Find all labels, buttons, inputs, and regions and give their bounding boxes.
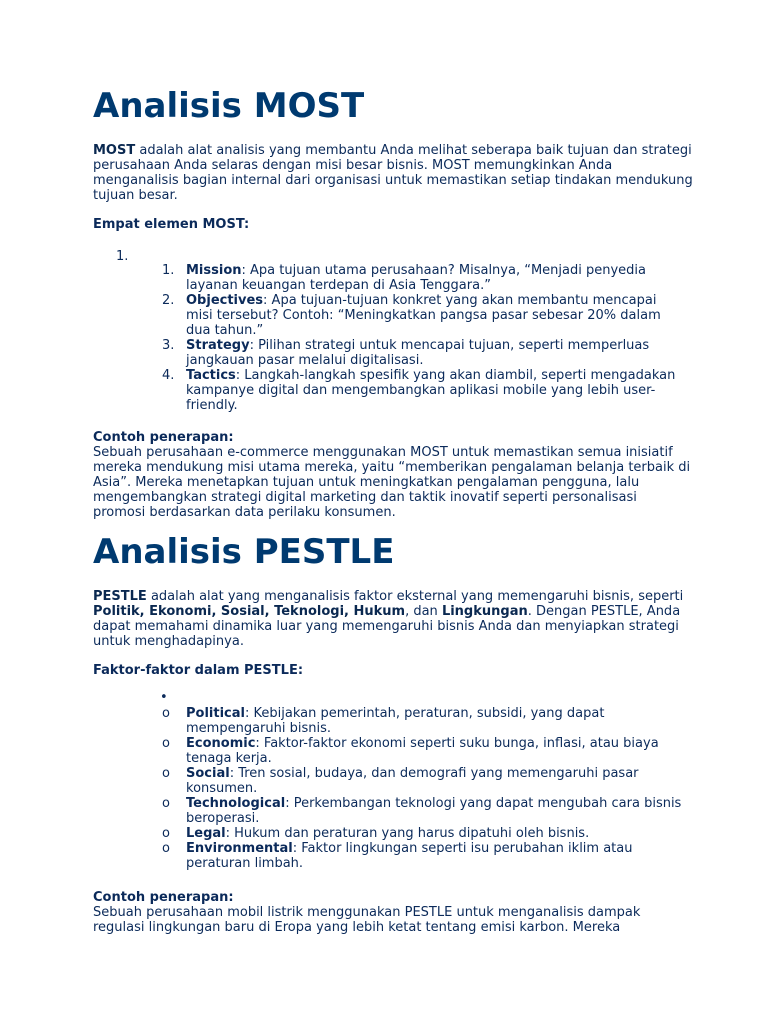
most-intro-text: adalah alat analisis yang membantu Anda melihat seberapa baik tujuan dan strategi perusahaan Anda selaras dengan misi besar bisnis. MOST memungkinkan Anda menganalisis bagian internal dari organisasi untuk memastikan setiap tindakan mendukung tujuan besar.	[93, 143, 693, 203]
most-intro-paragraph	[93, 143, 693, 203]
most-outer-list-marker: 1.	[116, 249, 129, 264]
pestle-factors-heading: Faktor-faktor dalam PESTLE:	[93, 663, 304, 678]
pestle-intro-text-b: , dan	[405, 604, 442, 619]
most-elements-heading: Empat elemen MOST:	[93, 217, 250, 232]
list-marker: 2.	[162, 293, 175, 308]
list-item-term: Social	[186, 766, 230, 781]
list-item	[162, 841, 686, 871]
list-item-text: : Tren sosial, budaya, dan demografi yang memengaruhi pasar konsumen.	[186, 766, 639, 796]
pestle-intro-term: PESTLE	[93, 589, 147, 604]
pestle-intro-text-a: adalah alat yang menganalisis faktor eksternal yang memengaruhi bisnis, seperti	[146, 589, 684, 604]
list-item-text: : Apa tujuan-tujuan konkret yang akan membantu mencapai misi tersebut? Contoh: “Meningkatkan pangsa pasar sebesar 20% dalam dua tahun.”	[186, 293, 661, 338]
list-item-text: : Pilihan strategi untuk mencapai tujuan, seperti memperluas jangkauan pasar melalui digitalisasi.	[186, 338, 650, 368]
pestle-intro-paragraph	[93, 589, 693, 649]
list-item-term: Objectives	[186, 293, 264, 308]
list-item	[162, 796, 686, 826]
list-marker: o	[162, 796, 170, 811]
most-example-paragraph: Sebuah perusahaan e-commerce menggunakan MOST untuk memastikan semua inisiatif mereka mendukung misi utama mereka, yaitu “memberikan pengalaman belanja terbaik di Asia”. Mereka menetapkan tujuan untuk meningkatkan pengalaman pengguna, lalu mengembangkan strategi digital marketing dan taktik inovatif seperti personalisasi promosi berdasarkan data perilaku konsumen.	[93, 445, 691, 520]
list-item	[162, 263, 686, 293]
list-item-text: : Hukum dan peraturan yang harus dipatuhi oleh bisnis.	[225, 826, 590, 841]
list-item-term: Environmental	[186, 841, 293, 856]
list-marker: 4.	[162, 368, 175, 383]
list-marker: o	[162, 826, 170, 841]
list-item	[162, 766, 686, 796]
list-item	[162, 826, 686, 841]
list-item-text: : Apa tujuan utama perusahaan? Misalnya, “Menjadi penyedia layanan keuangan terdepan di Asia Tenggara.”	[186, 263, 646, 293]
list-item-term: Technological	[186, 796, 286, 811]
list-item-term: Mission	[186, 263, 242, 278]
list-item	[162, 293, 686, 338]
pestle-intro-environment: Lingkungan	[441, 604, 528, 619]
list-item-term: Economic	[186, 736, 256, 751]
list-item-term: Tactics	[186, 368, 236, 383]
list-item	[162, 706, 686, 736]
list-item-text: : Kebijakan pemerintah, peraturan, subsidi, yang dapat mempengaruhi bisnis.	[186, 706, 605, 736]
list-item	[162, 736, 686, 766]
pestle-title: Analisis PESTLE	[93, 532, 395, 572]
list-marker: 3.	[162, 338, 175, 353]
list-item-term: Strategy	[186, 338, 250, 353]
list-item-term: Political	[186, 706, 245, 721]
list-marker: o	[162, 706, 170, 721]
pestle-intro-factors: Politik, Ekonomi, Sosial, Teknologi, Hukum	[93, 604, 406, 619]
list-item	[162, 338, 686, 368]
pestle-example-paragraph: Sebuah perusahaan mobil listrik menggunakan PESTLE untuk menganalisis dampak regulasi lingkungan baru di Eropa yang lebih ketat tentang emisi karbon. Mereka	[93, 905, 641, 935]
list-marker: 1.	[162, 263, 175, 278]
most-example-heading: Contoh penerapan:	[93, 430, 234, 445]
list-marker: o	[162, 841, 170, 856]
list-item	[162, 368, 686, 413]
list-item-text: : Langkah-langkah spesifik yang akan diambil, seperti mengadakan kampanye digital dan mengembangkan aplikasi mobile yang lebih user-friendly.	[186, 368, 676, 413]
list-item-text: : Perkembangan teknologi yang dapat mengubah cara bisnis beroperasi.	[186, 796, 682, 826]
pestle-factors-list	[162, 706, 686, 871]
list-item-term: Legal	[186, 826, 226, 841]
list-marker: o	[162, 766, 170, 781]
list-item-text: : Faktor lingkungan seperti isu perubahan iklim atau peraturan limbah.	[186, 841, 633, 871]
list-item-text: : Faktor-faktor ekonomi seperti suku bunga, inflasi, atau biaya tenaga kerja.	[186, 736, 659, 766]
most-intro-term: MOST	[93, 143, 136, 158]
pestle-intro-text-c: . Dengan PESTLE, Anda dapat memahami dinamika luar yang memengaruhi bisnis Anda dan menyiapkan strategi untuk menghadapinya.	[93, 604, 681, 649]
pestle-outer-bullet: •	[160, 690, 168, 705]
pestle-example-heading: Contoh penerapan:	[93, 890, 234, 905]
list-marker: o	[162, 736, 170, 751]
most-elements-list	[162, 263, 686, 413]
most-title: Analisis MOST	[93, 86, 365, 126]
